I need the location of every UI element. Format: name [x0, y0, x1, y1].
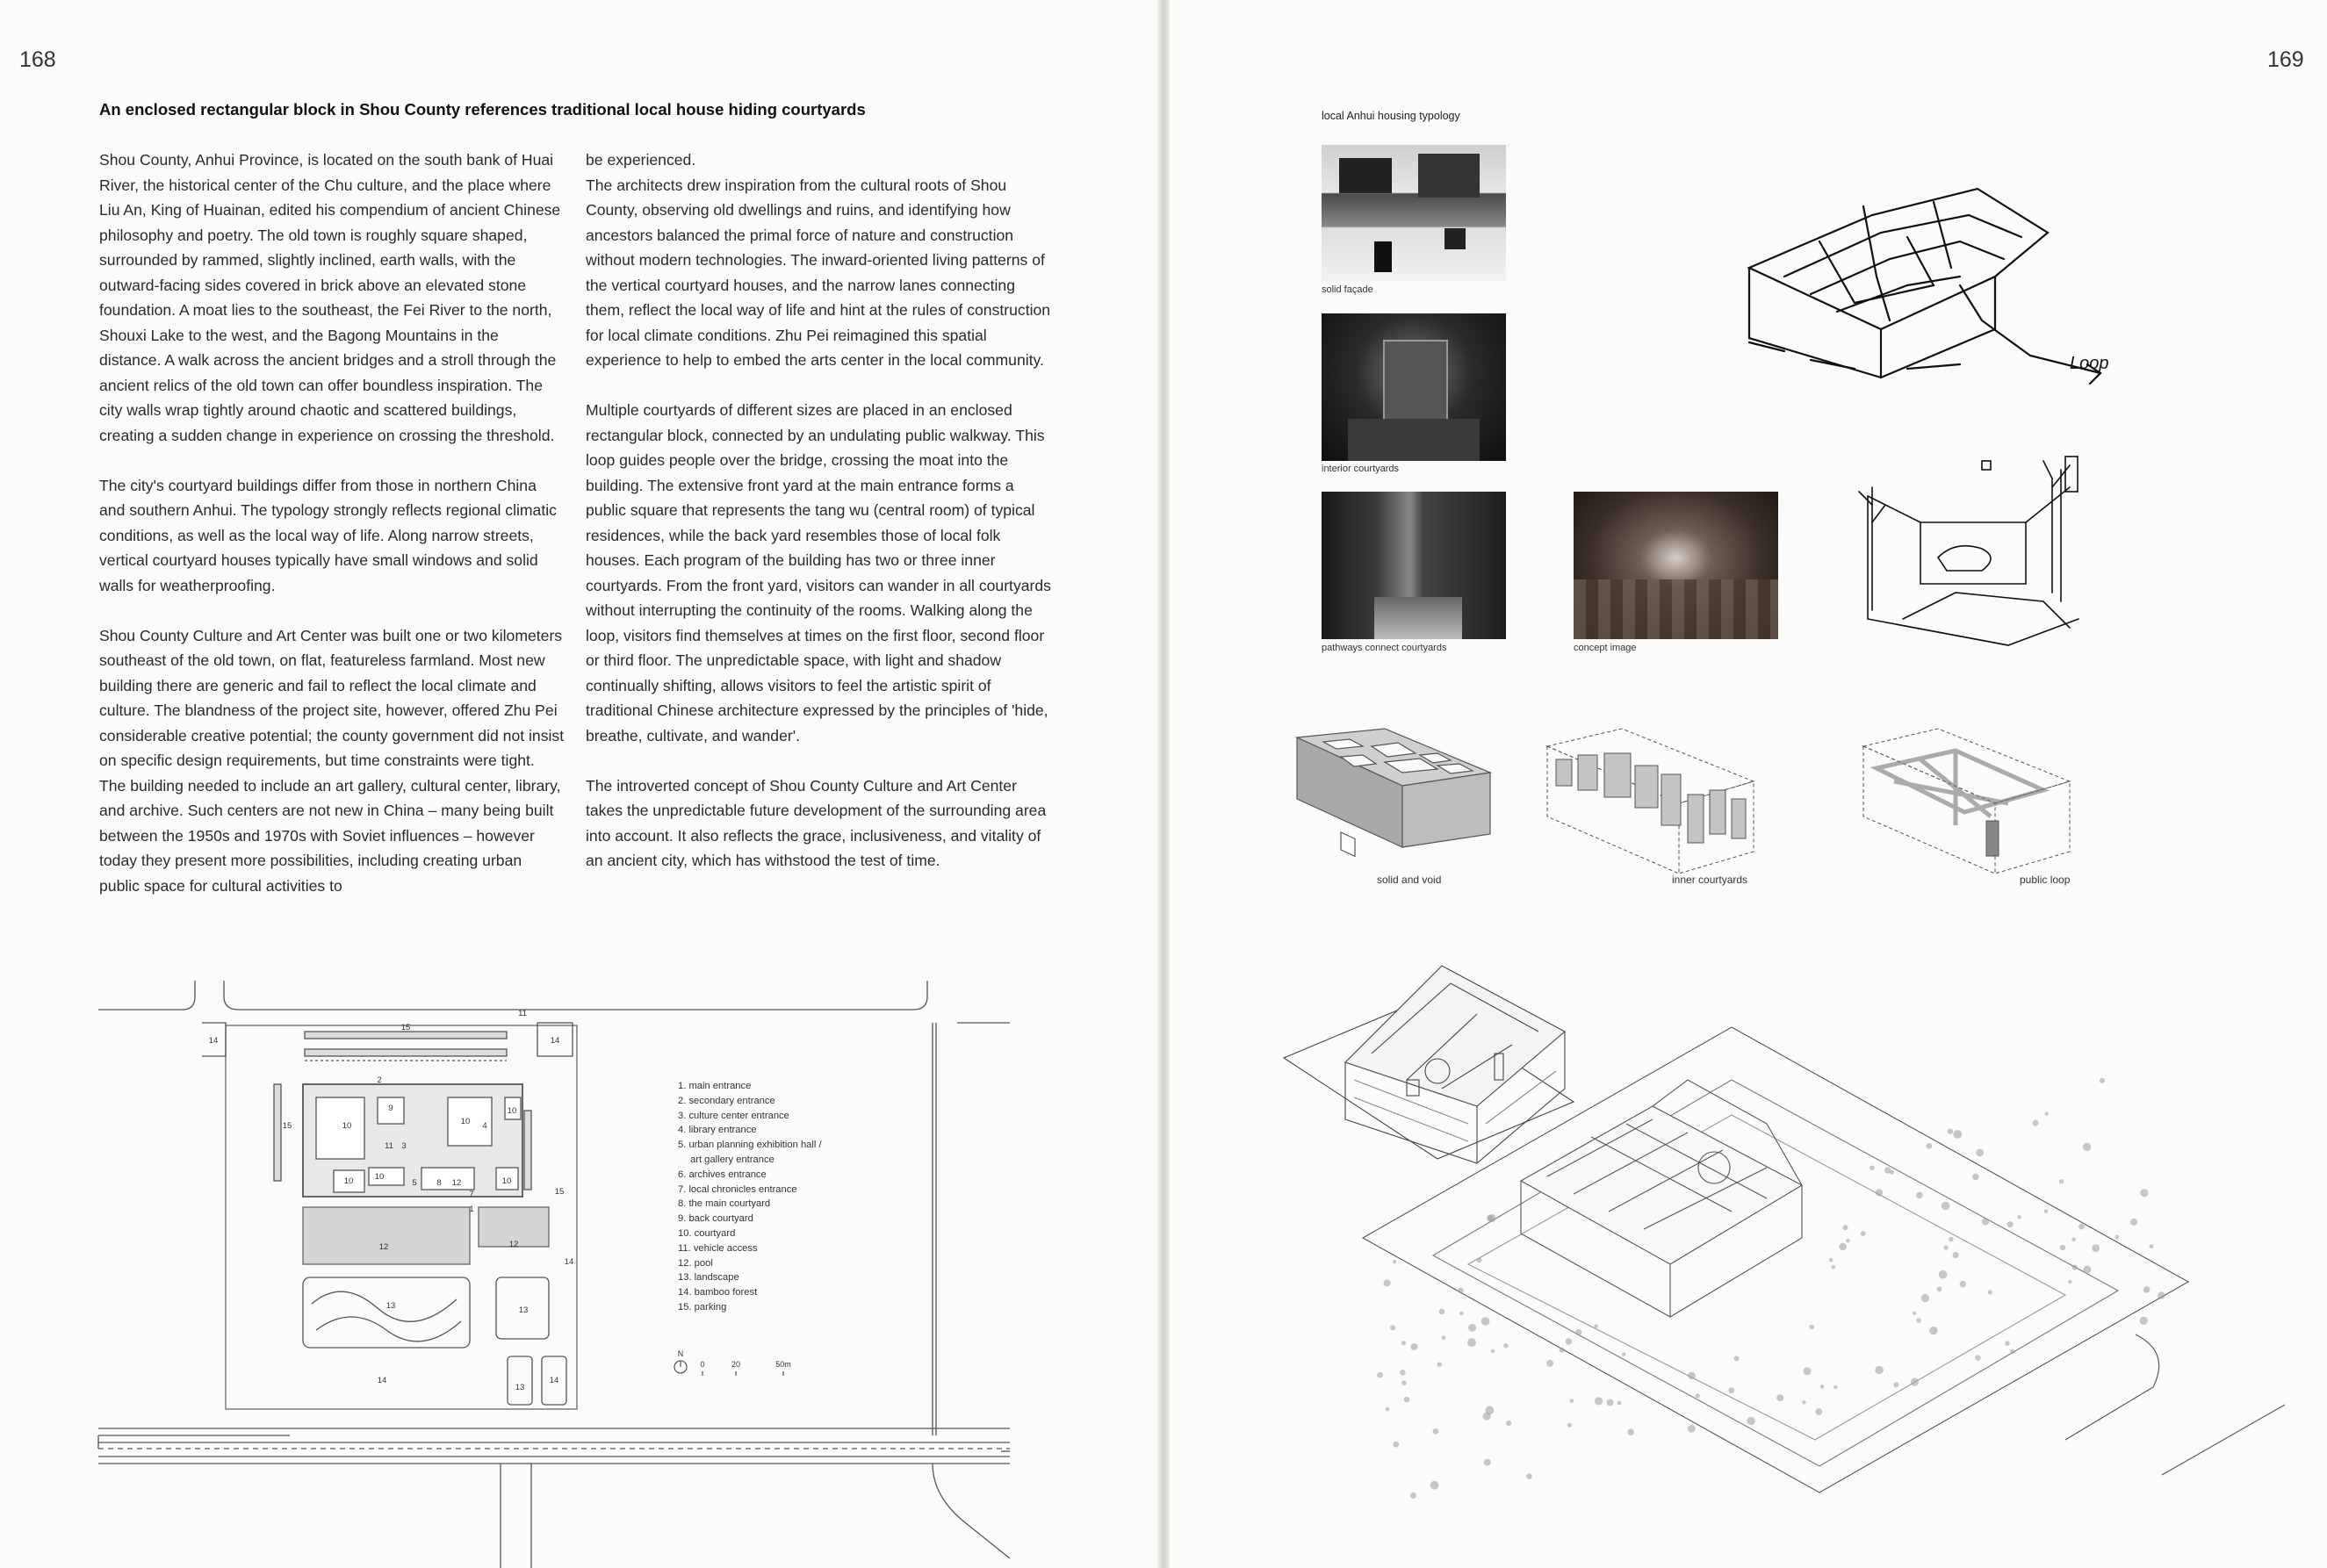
paragraph: be experienced. — [586, 151, 696, 169]
tree-mark — [1688, 1425, 1696, 1433]
tree-mark — [2060, 1245, 2065, 1250]
loop-sketch — [1732, 154, 2109, 399]
tree-mark — [1696, 1394, 1700, 1399]
tree-mark — [2100, 1078, 2105, 1083]
tree-mark — [1439, 1309, 1445, 1315]
tree-mark — [1870, 1166, 1874, 1170]
scale-tick: 50m — [775, 1360, 791, 1369]
text-column-1 — [99, 147, 565, 924]
legend-item: 7. local chronicles entrance — [678, 1183, 797, 1195]
tree-mark — [1688, 1372, 1696, 1380]
plan-label: 12 — [508, 1240, 519, 1249]
legend-item: 15. parking — [678, 1301, 727, 1313]
legend-item: 11. vehicle access — [678, 1242, 758, 1254]
tree-mark — [1803, 1367, 1811, 1375]
tree-mark — [1622, 1353, 1625, 1356]
tree-mark — [1594, 1324, 1597, 1327]
tree-mark — [2078, 1224, 2085, 1230]
scale-tick: 0 — [700, 1360, 705, 1369]
axonometric-diagrams — [1288, 720, 2298, 895]
tree-mark — [1975, 1355, 1981, 1361]
plan-label: 10 — [460, 1117, 471, 1126]
diagram-public-loop — [1863, 729, 2070, 874]
tree-mark — [2044, 1209, 2049, 1213]
tree-mark — [1377, 1372, 1383, 1378]
plan-label: 10 — [342, 1121, 352, 1131]
article-title: An enclosed rectangular block in Shou County references traditional local house hiding courtyards — [99, 100, 866, 119]
tree-mark — [1491, 1349, 1495, 1353]
tree-mark — [1929, 1327, 1937, 1334]
tree-mark — [1982, 1218, 1989, 1225]
tree-mark — [2143, 1286, 2150, 1293]
tree-mark — [1437, 1363, 1442, 1367]
tree-mark — [2114, 1235, 2119, 1240]
tree-mark — [1393, 1442, 1399, 1448]
legend-item: 9. back courtyard — [678, 1213, 753, 1225]
tree-mark — [1484, 1459, 1491, 1466]
legend-item: 2. secondary entrance — [678, 1095, 775, 1106]
tree-mark — [1595, 1397, 1603, 1405]
caption-concept-image: concept image — [1574, 643, 1637, 653]
tree-mark — [1430, 1481, 1439, 1490]
tree-mark — [1846, 1239, 1850, 1243]
tree-mark — [1410, 1492, 1416, 1499]
tree-mark — [1627, 1428, 1634, 1435]
tree-mark — [1988, 1290, 1992, 1294]
plan-label: 15 — [554, 1187, 565, 1197]
tree-mark — [1916, 1192, 1923, 1199]
tree-mark — [1459, 1312, 1464, 1316]
plan-label: 13 — [385, 1301, 396, 1311]
tree-mark — [1393, 1260, 1396, 1263]
paragraph: The city's courtyard buildings differ from those in northern China and southern Anhui. The typology strongly reflects regional climatic conditions, as well as the local way of life. Along narrow streets, vertical courtyard houses typically have small windows and solid walls for weatherproofing. — [99, 476, 557, 594]
tree-mark — [1831, 1265, 1835, 1270]
plan-label: 10 — [507, 1106, 517, 1116]
plan-label: 4 — [482, 1121, 487, 1131]
tree-mark — [2140, 1317, 2148, 1325]
photo-solid-facade — [1322, 145, 1506, 281]
plan-label: 1 — [469, 1205, 474, 1214]
tree-mark — [1875, 1366, 1884, 1375]
tree-mark — [1390, 1325, 1395, 1330]
tree-mark — [1481, 1317, 1490, 1326]
site-plan — [0, 970, 1157, 1568]
tree-mark — [1607, 1399, 1614, 1406]
diagram-solid-void — [1297, 729, 1490, 856]
tree-mark — [1567, 1423, 1572, 1428]
tree-mark — [1894, 1382, 1899, 1387]
tree-mark — [1829, 1258, 1834, 1262]
photo-pathways — [1322, 492, 1506, 639]
typology-heading: local Anhui housing typology — [1322, 110, 1460, 122]
plan-label: 5 — [412, 1178, 417, 1188]
tree-mark — [1503, 1343, 1509, 1349]
tree-mark — [1921, 1294, 1929, 1302]
paragraph: Shou County, Anhui Province, is located on the south bank of Huai River, the historical center of the Chu culture, and the place where Liu An, King of Huainan, edited his compendium of ancient Chinese philosophy and poetry. The old town is roughly square shaped, surrounded by rammed, slightly inclined, earth walls, with the outward-facing sides covered in brick above an elevated stone foundation. A moat lies to the southeast, the Fei River to the north, Shouxi Lake to the west, and the Bagong Mountains in the distance. A walk across the ancient bridges and a stroll through the ancient relics of the old town can offer boundless inspiration. The city walls wrap tightly around chaotic and scattered buildings, creating a sudden change in experience on crossing the threshold. — [99, 151, 561, 444]
tree-mark — [1488, 1214, 1496, 1222]
plan-label: 10 — [343, 1176, 354, 1186]
tree-mark — [2140, 1189, 2148, 1197]
tree-mark — [1953, 1252, 1959, 1258]
plan-label: 15 — [400, 1023, 411, 1032]
plan-label: 11 — [518, 1009, 527, 1018]
legend-item: 12. pool — [678, 1257, 713, 1269]
tree-mark — [1386, 1407, 1390, 1412]
tree-mark — [1911, 1378, 1919, 1386]
plan-label: 12 — [378, 1242, 389, 1252]
legend-item: 6. archives entrance — [678, 1169, 767, 1180]
tree-mark — [1913, 1312, 1916, 1315]
tree-mark — [1728, 1387, 1734, 1393]
plan-label: 3 — [401, 1141, 407, 1151]
text-column-2 — [586, 147, 1051, 898]
plan-label: 15 — [282, 1121, 292, 1131]
caption-solid-void: solid and void — [1377, 874, 1442, 886]
tree-mark — [2150, 1244, 2154, 1248]
tree-mark — [1404, 1397, 1410, 1403]
caption-inner-courtyards: inner courtyards — [1672, 874, 1748, 886]
plan-label: 9 — [388, 1104, 393, 1113]
tree-mark — [2010, 1349, 2014, 1354]
plan-label: 7 — [469, 1190, 474, 1199]
tree-mark — [1734, 1356, 1740, 1361]
photo-interior-courtyards — [1322, 313, 1506, 461]
tree-mark — [1570, 1399, 1574, 1403]
tree-mark — [1560, 1348, 1565, 1353]
plan-label: 11 — [385, 1141, 393, 1151]
tree-mark — [1960, 1281, 1966, 1287]
right-page — [1170, 0, 2327, 1568]
tree-mark — [1401, 1381, 1407, 1386]
paragraph: Multiple courtyards of different sizes are placed in an enclosed rectangular block, connected by an undulating public walkway. This loop guides people over the bridge, crossing the moat into the building. The extensive front yard at the main entrance forms a public square that represents the tang wu (central room) of typical residences, while the back yard resembles those of local folk houses. Each program of the building has two or three inner courtyards. From the front yard, visitors can wander in all courtyards without interrupting the continuity of the rooms. Walking along the loop, visitors find themselves at times on the first floor, second floor or third floor. The unpredictable space, with light and shadow continually shifting, allows visitors to feel the artistic spirit of traditional Chinese architecture expressed by the principles of 'hide, breathe, cultivate, and wander'. — [586, 401, 1051, 744]
tree-mark — [1575, 1329, 1581, 1335]
plan-label: 13 — [518, 1305, 529, 1315]
legend-item: 4. library entrance — [678, 1125, 757, 1136]
tree-mark — [1410, 1343, 1417, 1350]
tree-mark — [1486, 1406, 1495, 1414]
tree-mark — [1939, 1270, 1948, 1279]
tree-mark — [1820, 1385, 1825, 1389]
tree-mark — [1976, 1149, 1984, 1157]
tree-mark — [2072, 1264, 2078, 1270]
legend-item: 10. courtyard — [678, 1227, 736, 1239]
plan-label: 10 — [501, 1176, 512, 1186]
tree-mark — [2130, 1219, 2137, 1226]
tree-mark — [1617, 1401, 1622, 1406]
book-gutter — [1157, 0, 1170, 1568]
plan-label: 14 — [549, 1376, 559, 1385]
tree-mark — [1839, 1243, 1847, 1251]
legend-item: 5. urban planning exhibition hall / — [678, 1140, 822, 1151]
plan-label: 2 — [377, 1075, 382, 1085]
north-arrow-label: N — [677, 1349, 684, 1358]
paragraph: The introverted concept of Shou County Culture and Art Center takes the unpredictable future development of the surrounding area into account. It also reflects the grace, inclusiveness, and vitality of an ancient city, which has withstood the test of time. — [586, 776, 1047, 869]
scale-tick: 20 — [731, 1360, 741, 1369]
tree-mark — [1384, 1279, 1391, 1286]
tree-mark — [1861, 1231, 1866, 1236]
legend-item: 8. the main courtyard — [678, 1198, 771, 1210]
tree-mark — [1442, 1335, 1446, 1340]
plan-legend — [678, 1079, 822, 1315]
caption-public-loop: public loop — [2020, 874, 2071, 886]
plan-label: 12 — [451, 1178, 462, 1188]
plan-label: 14 — [550, 1036, 560, 1046]
left-page — [0, 0, 1157, 1568]
tree-mark — [2045, 1111, 2049, 1115]
diagram-inner-courtyards — [1547, 729, 1754, 874]
tree-mark — [2071, 1237, 2076, 1241]
paragraph: The architects drew inspiration from the cultural roots of Shou County, observing old dwellings and ruins, and identifying how ancestors balanced the primal force of nature and construction without modern technologies. The inward-oriented living patterns of the vertical courtyard houses, and the narrow lanes connecting them, reflect the local way of life and hint at the rules of construction for local climate conditions. Zhu Pei reimagined this spatial experience to help to embed the arts center in the local community. — [586, 176, 1051, 369]
legend-item: art gallery entrance — [690, 1154, 774, 1165]
tree-mark — [1972, 1174, 1979, 1181]
tree-mark — [2007, 1221, 2014, 1227]
tree-mark — [1953, 1130, 1962, 1139]
tree-mark — [1546, 1360, 1553, 1367]
plan-label: 14 — [377, 1376, 387, 1385]
courtyard-sketch — [1850, 452, 2087, 654]
legend-item: 1. main entrance — [678, 1081, 752, 1091]
tree-mark — [2005, 1341, 2010, 1346]
scale-bar — [674, 1361, 783, 1376]
tree-mark — [1876, 1189, 1883, 1196]
tree-mark — [1526, 1473, 1532, 1479]
caption-solid-facade: solid façade — [1322, 284, 1373, 295]
plan-label: 10 — [374, 1172, 385, 1182]
caption-pathways: pathways connect courtyards — [1322, 643, 1447, 653]
tree-mark — [1948, 1128, 1953, 1133]
tree-mark — [1815, 1408, 1822, 1415]
plan-label: 14 — [564, 1257, 574, 1267]
tree-mark — [1937, 1287, 1942, 1292]
tree-mark — [1401, 1341, 1406, 1345]
tree-mark — [1477, 1257, 1482, 1262]
tree-mark — [1467, 1338, 1476, 1347]
tree-mark — [1433, 1428, 1439, 1435]
tree-mark — [2033, 1120, 2039, 1126]
plan-label: 8 — [436, 1178, 442, 1188]
page-number-left: 168 — [19, 47, 56, 72]
tree-pattern — [1377, 1078, 2165, 1499]
tree-mark — [1942, 1202, 1950, 1211]
tree-mark — [1458, 1288, 1464, 1294]
tree-mark — [1802, 1400, 1806, 1405]
tree-mark — [1776, 1394, 1783, 1401]
paragraph: The building needed to include an art gallery, cultural center, library, and archive. Such centers are not new in China – many being built between the 1950s and 1970s with Soviet influences – however today they present more possibilities, including creating urban public space for cultural activities to — [99, 776, 561, 895]
plan-label: 14 — [208, 1036, 219, 1046]
tree-mark — [1842, 1225, 1848, 1230]
legend-item: 13. landscape — [678, 1272, 739, 1284]
sketch-loop-label: Loop — [2070, 354, 2109, 373]
legend-item: 3. culture center entrance — [678, 1110, 789, 1121]
tree-mark — [1944, 1245, 1949, 1249]
plan-label: 13 — [515, 1383, 525, 1392]
tree-mark — [2158, 1291, 2165, 1299]
paragraph: Shou County Culture and Art Center was built one or two kilometers southeast of the old town, on flat, featureless farmland. Most new building there are generic and fail to reflect the local climate and culture. The blandness of the project site, however, offered Zhu Pei considerable creative potential; the county government did not insist on specific design requirements, but time constraints were tight. — [99, 626, 565, 769]
tree-mark — [1949, 1237, 1954, 1242]
tree-mark — [2017, 1215, 2021, 1219]
tree-mark — [1809, 1325, 1814, 1330]
tree-mark — [1506, 1421, 1511, 1426]
tree-mark — [2083, 1266, 2091, 1274]
tree-mark — [1926, 1143, 1932, 1149]
tree-mark — [1747, 1417, 1754, 1425]
page-number-right: 169 — [2267, 47, 2304, 72]
tree-mark — [1400, 1370, 1406, 1376]
caption-interior-courtyards: interior courtyards — [1322, 464, 1400, 474]
tree-mark — [1890, 1170, 1894, 1175]
tree-mark — [2059, 1179, 2064, 1183]
tree-mark — [2083, 1143, 2091, 1151]
tree-mark — [2068, 1280, 2071, 1284]
legend-item: 14. bamboo forest — [678, 1287, 758, 1298]
axonometric-site-views — [1275, 948, 2285, 1563]
tree-mark — [1468, 1324, 1476, 1332]
tree-mark — [2092, 1244, 2100, 1252]
tree-mark — [1834, 1385, 1837, 1389]
tree-mark — [1916, 1318, 1921, 1323]
photo-concept-image — [1574, 492, 1778, 639]
tree-mark — [1566, 1338, 1572, 1344]
